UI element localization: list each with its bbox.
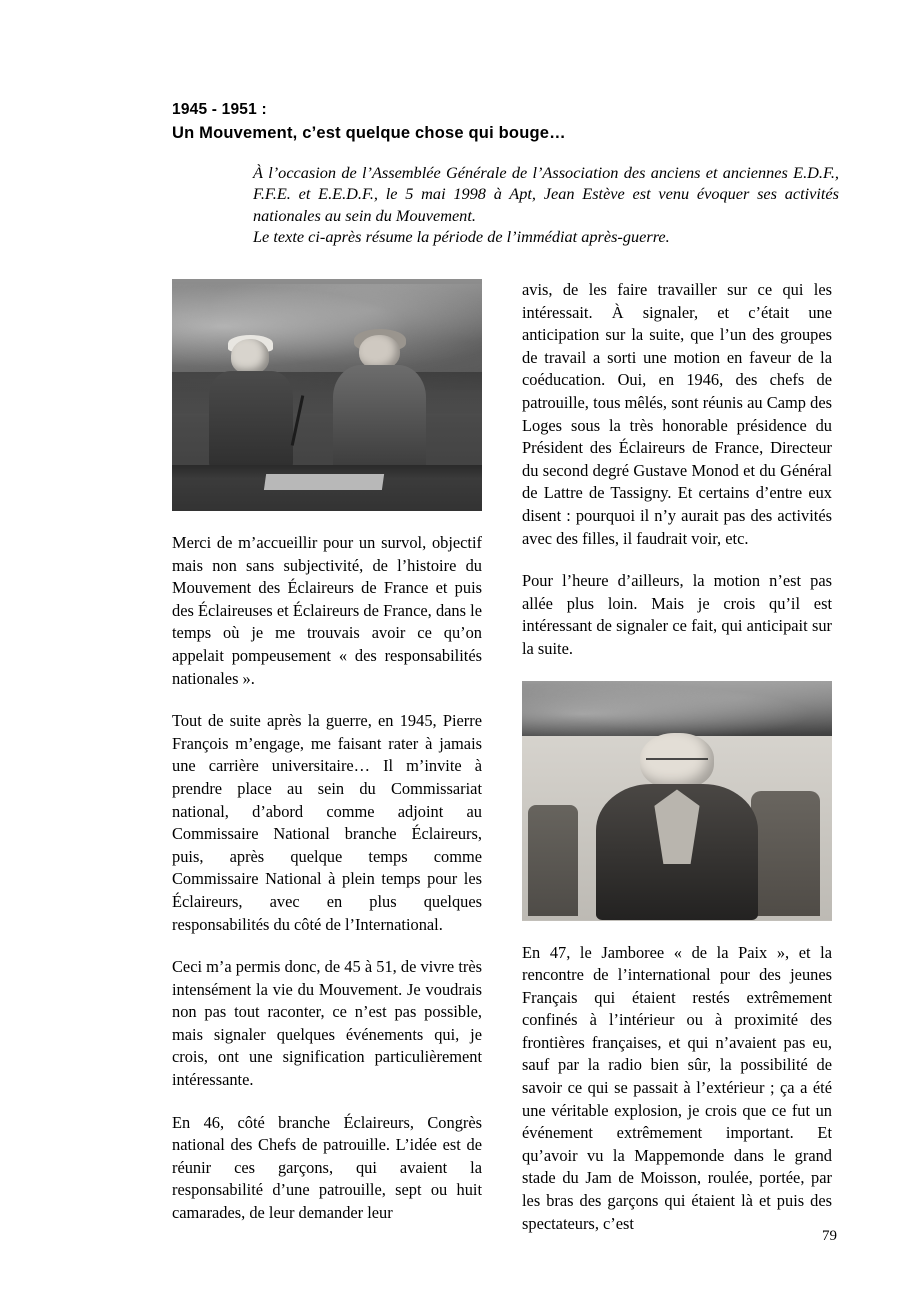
body-paragraph: Pour l’heure d’ailleurs, la motion n’est pas allée plus loin. Mais je crois qu’il est intéressant de signaler ce fait, qui anticipait sur la suite.	[522, 571, 832, 658]
body-paragraph: Merci de m’accueillir pour un survol, objectif mais non sans subjectivité, de l’histoire du Mouvement des Éclaireurs de France et puis des Éclaireuses et Éclaireurs de France, dans le temps où je me trouvais avoir ce qu’on appelait pompeusement « des responsabilités nationales ».	[172, 533, 482, 688]
intro-note	[253, 162, 839, 247]
person-body	[333, 365, 426, 474]
page-number: 79	[822, 1228, 837, 1244]
person-head	[231, 339, 269, 374]
body-paragraph: Tout de suite après la guerre, en 1945, Pierre François m’engage, me faisant rater à jamais une carrière universitaire… Il m’invite à prendre place au sein du Commissariat national, d’abord comme adjoint au Commissaire National branche Éclaireurs, puis, après quelque temps comme Commissaire National à plein temps pour les Éclaireurs, avec en plus quelques responsabilités du côté de l’International.	[172, 711, 482, 934]
photo-papers	[264, 474, 384, 490]
body-paragraph: En 46, côté branche Éclaireurs, Congrès national des Chefs de patrouille. L’idée est de réunir ces garçons, qui avaient la responsabilité d’une patrouille, sept ou huit camarades, de leur demander leur	[172, 1112, 482, 1223]
column-right	[522, 279, 832, 1235]
person-body	[209, 371, 293, 470]
intro-subnote: Le texte ci-après résume la période de l’immédiat après-guerre.	[253, 226, 670, 246]
page-title	[172, 98, 772, 145]
title-heading: Un Mouvement, c’est quelque chose qui bouge…	[172, 124, 566, 142]
photo-top-left	[172, 279, 482, 511]
photo-chair-left	[528, 805, 578, 915]
body-paragraph: avis, de les faire travailler sur ce qui les intéressait. À signaler, et c’était une anticipation sur la suite, que l’un des groupes de travail a sorti une motion en faveur de la coéducation. Oui, en 1946, des chefs de patrouille, tous mêlés, sont réunis au Camp des Loges sous la très honorable présidence du Président des Éclaireurs de France, Directeur du second degré Gustave Monod et du Général de Lattre de Tassigny. Et certains d’entre eux disent : pourquoi il n’y aurait pas des activités avec des filles, il faudrait voir, etc.	[522, 280, 832, 548]
photo-person	[596, 733, 757, 920]
body-paragraph: Ceci m’a permis donc, de 45 à 51, de vivre très intensément la vie du Mouvement. Je voudrais non pas tout raconter, ce n’est pas possible, mais signaler quelques événements qui, je crois, ont une signification particulièrement intéressante.	[172, 957, 482, 1090]
title-period: 1945 - 1951 :	[172, 101, 267, 118]
body-paragraph: En 47, le Jamboree « de la Paix », et la rencontre de l’international pour des jeunes Français qui étaient restés extrêmement confinés à l’intérieur ou à proximité des frontières françaises, et qui n’avaient pas eu, sauf par la radio bien sûr, la possibilité de savoir ce qui se passait à l’extérieur ; ça a été une véritable explosion, je crois que ce fut un événement extrêmement important. Et qu’avoir vu la Mappemonde dans le grand stade du Jam de Moisson, roulée, portée, par les bras des garçons qui étaient là et puis des spectateurs, c’est	[522, 942, 832, 1233]
glasses-icon	[646, 758, 707, 767]
photo-chair-right	[751, 791, 819, 916]
photo-upper-band	[522, 681, 832, 736]
photo-person-right	[333, 335, 426, 474]
person-head	[359, 335, 400, 370]
photo-right	[522, 681, 832, 921]
intro-paragraph: À l’occasion de l’Assemblée Générale de l’Association des anciens et anciennes E.D.F., F.F.E. et E.E.D.F., le 5 mai 1998 à Apt, Jean Estève est venu évoquer ses activités nationales au sein du Mouvement.	[253, 163, 839, 225]
column-left	[172, 279, 482, 1225]
photo-person-left	[209, 339, 293, 469]
